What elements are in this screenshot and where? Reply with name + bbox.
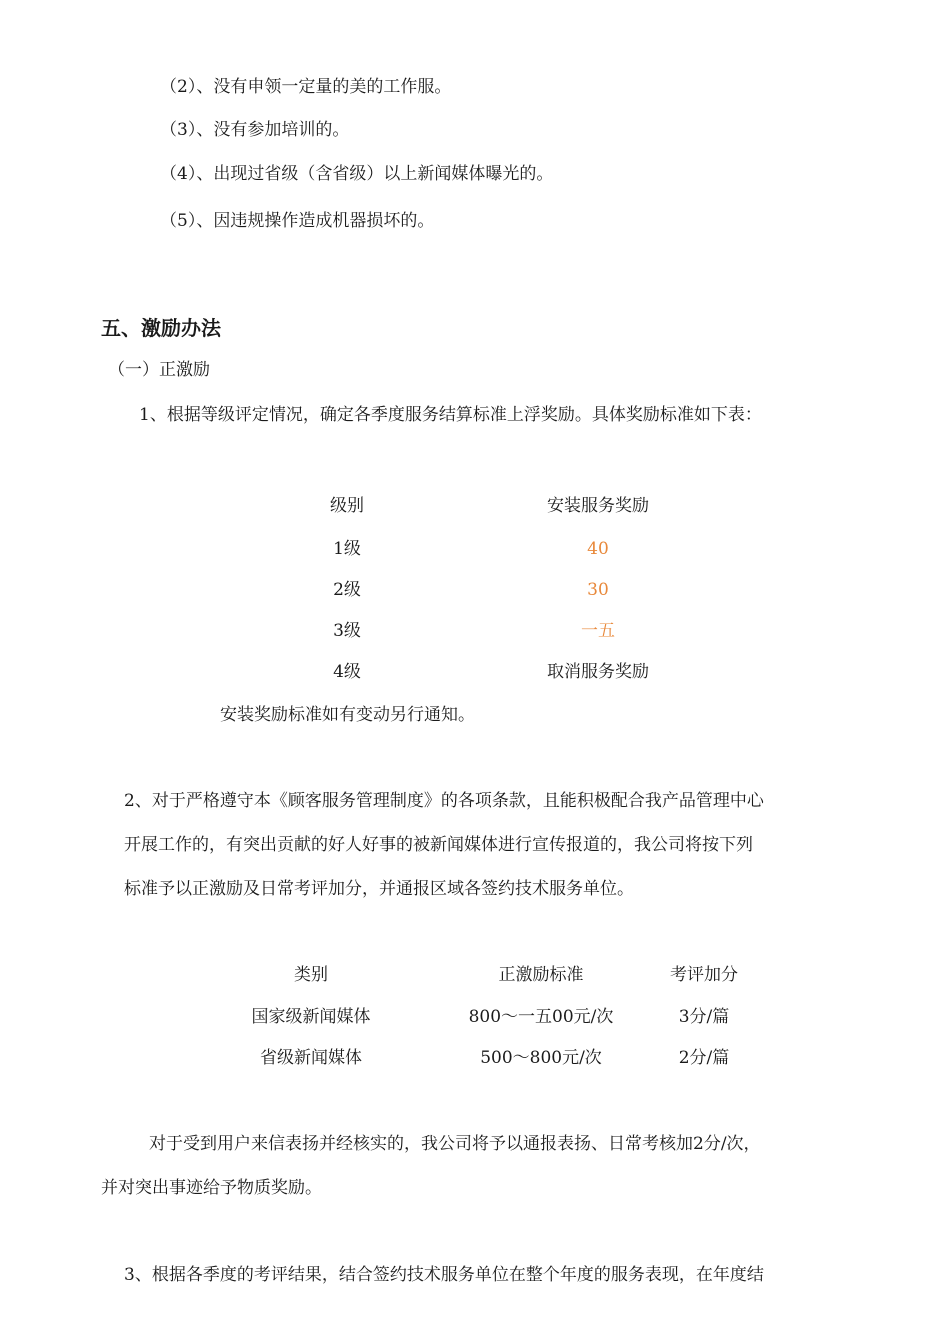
- table-cell-level: 3级: [333, 621, 361, 641]
- paragraph-2-line-1: 2、对于严格遵守本《顾客服务管理制度》的各项条款，且能积极配合我产品管理中心: [124, 791, 764, 811]
- table-header-category: 类别: [294, 965, 328, 985]
- table-cell-standard: 500～800元/次: [480, 1048, 602, 1068]
- list-item-2: （2）、没有申领一定量的美的工作服。: [160, 77, 452, 97]
- table-cell-reward: 30: [587, 580, 609, 600]
- list-item-5: （5）、因违规操作造成机器损坏的。: [160, 211, 435, 231]
- table-cell-reward: 取消服务奖励: [547, 662, 649, 682]
- table-cell-level: 1级: [333, 539, 361, 559]
- table-header-reward: 安装服务奖励: [547, 496, 649, 516]
- paragraph-2-line-3: 标准予以正激励及日常考评加分，并通报区域各签约技术服务单位。: [124, 879, 634, 899]
- table-cell-reward: 40: [587, 539, 609, 559]
- table-cell-level: 2级: [333, 580, 361, 600]
- table-cell-score: 3分/篇: [678, 1007, 730, 1027]
- table-cell-score: 2分/篇: [678, 1048, 730, 1068]
- table-cell-category: 国家级新闻媒体: [251, 1007, 371, 1027]
- table-cell-category: 省级新闻媒体: [260, 1048, 362, 1068]
- table-cell-reward: 一五: [581, 621, 615, 641]
- paragraph-1: 1、根据等级评定情况，确定各季度服务结算标准上浮奖励。具体奖励标准如下表：: [139, 405, 762, 425]
- paragraph-3-line-1: 对于受到用户来信表扬并经核实的，我公司将予以通报表扬、日常考核加2分/次，: [149, 1134, 761, 1154]
- note-text: 安装奖励标准如有变动另行通知。: [220, 705, 475, 725]
- table-header-standard: 正激励标准: [498, 965, 584, 985]
- table-cell-standard: 800～一五00元/次: [468, 1007, 614, 1027]
- paragraph-3-line-2: 并对突出事迹给予物质奖励。: [101, 1178, 322, 1198]
- section-heading: 五、激励办法: [101, 316, 221, 340]
- subsection-heading: （一）正激励: [108, 360, 210, 380]
- paragraph-2-line-2: 开展工作的，有突出贡献的好人好事的被新闻媒体进行宣传报道的，我公司将按下列: [124, 835, 753, 855]
- list-item-4: （4）、出现过省级（含省级）以上新闻媒体曝光的。: [160, 164, 554, 184]
- table-header-level: 级别: [330, 496, 364, 516]
- list-item-3: （3）、没有参加培训的。: [160, 120, 350, 140]
- table-header-score: 考评加分: [670, 965, 738, 985]
- paragraph-4: 3、根据各季度的考评结果，结合签约技术服务单位在整个年度的服务表现，在年度结: [124, 1265, 764, 1285]
- table-cell-level: 4级: [333, 662, 361, 682]
